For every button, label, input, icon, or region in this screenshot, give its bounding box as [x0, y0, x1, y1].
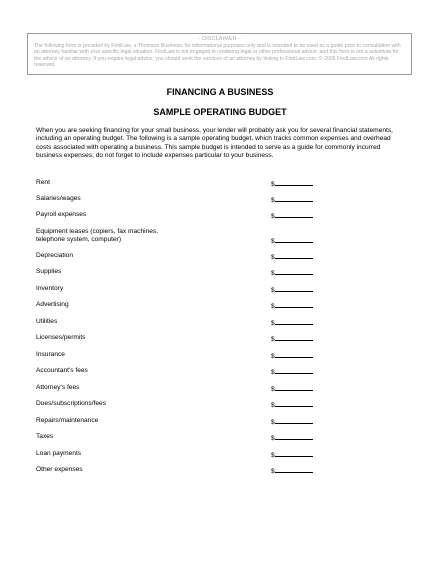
amount-blank-line[interactable] [275, 301, 313, 308]
budget-item-amount-field[interactable] [271, 433, 331, 443]
amount-blank-line[interactable] [275, 179, 313, 186]
budget-item-amount-field[interactable] [271, 351, 331, 361]
currency-symbol: $ [271, 270, 275, 277]
budget-item-label: Attorney's fees [36, 384, 80, 391]
document-title: FINANCING A BUSINESS [166, 87, 274, 97]
budget-item-amount-field[interactable] [271, 211, 331, 221]
budget-item-amount-field[interactable] [271, 195, 331, 205]
currency-symbol: $ [271, 386, 275, 393]
amount-blank-line[interactable] [275, 195, 313, 202]
budget-item-label: Taxes [36, 433, 54, 440]
amount-blank-line[interactable] [275, 318, 313, 325]
currency-symbol: $ [271, 213, 275, 220]
budget-item-amount-field[interactable] [271, 384, 331, 394]
amount-blank-line[interactable] [275, 433, 313, 440]
amount-blank-line[interactable] [275, 236, 313, 243]
currency-symbol: $ [271, 419, 275, 426]
budget-item-label: Supplies [36, 268, 62, 275]
currency-symbol: $ [271, 303, 275, 310]
currency-symbol: $ [271, 320, 275, 327]
budget-item-label: Inventory [36, 285, 64, 292]
amount-blank-line[interactable] [275, 211, 313, 218]
budget-item-amount-field[interactable] [271, 450, 331, 460]
currency-symbol: $ [271, 254, 275, 261]
amount-blank-line[interactable] [275, 334, 313, 341]
budget-item-label: Loan payments [36, 450, 82, 457]
budget-item-label: Equipment leases (copiers, fax machines, telephone system, computer) [36, 228, 159, 244]
amount-blank-line[interactable] [275, 384, 313, 391]
currency-symbol: $ [271, 468, 275, 475]
budget-item-label: Rent [36, 179, 50, 186]
amount-blank-line[interactable] [275, 466, 313, 473]
currency-symbol: $ [271, 336, 275, 343]
budget-item-label: Salaries/wages [36, 195, 81, 202]
document-subtitle: SAMPLE OPERATING BUDGET [153, 107, 287, 117]
budget-item-label: Utilities [36, 318, 58, 325]
budget-item-label: Dues/subscriptions/fees [36, 400, 107, 407]
budget-item-label: Advertising [36, 301, 69, 308]
amount-blank-line[interactable] [275, 268, 313, 275]
amount-blank-line[interactable] [275, 285, 313, 292]
currency-symbol: $ [271, 353, 275, 360]
budget-item-amount-field[interactable] [271, 285, 331, 295]
budget-item-amount-field[interactable] [271, 252, 331, 262]
amount-blank-line[interactable] [275, 367, 313, 374]
budget-item-label: Repairs/maintenance [36, 417, 99, 424]
amount-blank-line[interactable] [275, 417, 313, 424]
budget-item-label: Accountant's fees [36, 367, 88, 374]
budget-item-label: Licenses/permits [36, 334, 86, 341]
currency-symbol: $ [271, 287, 275, 294]
currency-symbol: $ [271, 369, 275, 376]
currency-symbol: $ [271, 238, 275, 245]
currency-symbol: $ [271, 197, 275, 204]
budget-item-label: Depreciation [36, 252, 74, 259]
budget-item-label: Insurance [36, 351, 65, 358]
disclaimer-box [27, 33, 412, 75]
budget-item-amount-field[interactable] [271, 318, 331, 328]
amount-blank-line[interactable] [275, 450, 313, 457]
budget-item-amount-field[interactable] [271, 400, 331, 410]
disclaimer-heading: - DISCLAIMER - [198, 36, 241, 42]
currency-symbol: $ [271, 402, 275, 409]
budget-item-label: Payroll expenses [36, 211, 87, 218]
budget-item-amount-field[interactable] [271, 334, 331, 344]
budget-item-label: Other expenses [36, 466, 83, 473]
budget-item-amount-field[interactable] [271, 268, 331, 278]
budget-item-amount-field[interactable] [271, 179, 331, 189]
currency-symbol: $ [271, 181, 275, 188]
budget-item-amount-field[interactable] [271, 301, 331, 311]
amount-blank-line[interactable] [275, 400, 313, 407]
budget-item-amount-field[interactable] [271, 417, 331, 427]
currency-symbol: $ [271, 435, 275, 442]
amount-blank-line[interactable] [275, 252, 313, 259]
currency-symbol: $ [271, 452, 275, 459]
amount-blank-line[interactable] [275, 351, 313, 358]
budget-item-amount-field[interactable] [271, 236, 331, 246]
intro-paragraph: When you are seeking financing for your small business, your lender will probably ask you for several financial statements, including an operating budget. The following is a sample operating budget, which tracks common expenses and overhead costs associated with operating a business. This sample budget is intended to serve as a guide for commonly incurred business expenses; do not forget to include expenses particular to your business. [36, 127, 393, 160]
disclaimer-text: The following form is provided by FindLaw, a Thomson Business, for informational purposes only and is intended to be used as a guide prior to consultation with an attorney familiar with your specific legal situation. FindLaw is not engaged in rendering legal or other professional advice, and this form is not a substitute for the advice of an attorney. If you require legal advice, you should seek the services of an attorney by linking to FindLaw.com. © 2005 FindLaw.com All rights reserved. [34, 42, 401, 69]
budget-item-amount-field[interactable] [271, 466, 331, 476]
budget-item-amount-field[interactable] [271, 367, 331, 377]
